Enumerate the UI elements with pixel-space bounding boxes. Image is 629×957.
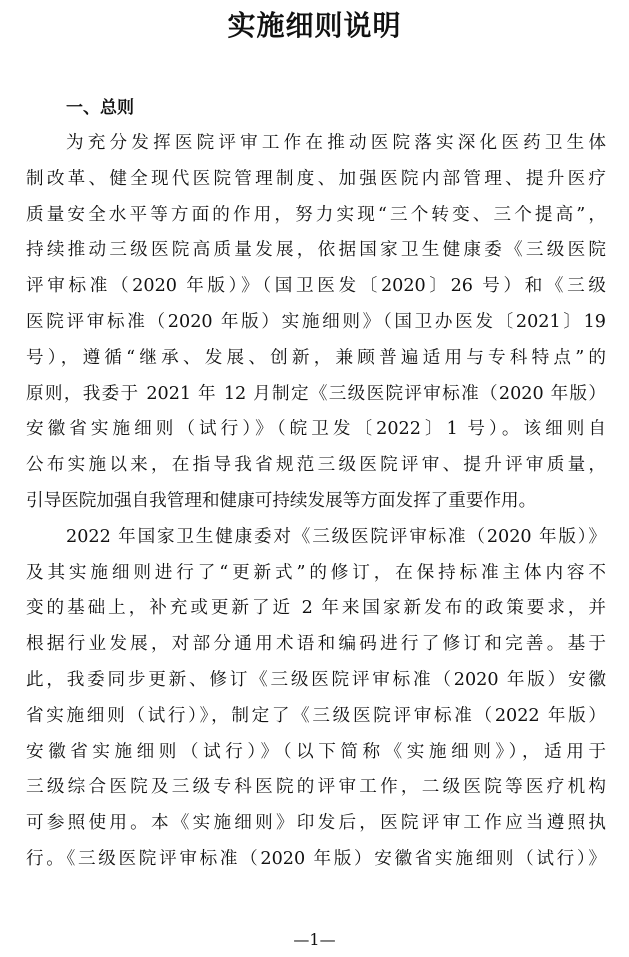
- paragraph-line: 持续推动三级医院高质量发展，依据国家卫生健康委《三级医院: [26, 240, 606, 261]
- page-number: —1—: [293, 930, 336, 949]
- paragraph-line: 省实施细则（试行）》，制定了《三级医院评审标准（2022 年版）: [26, 705, 606, 726]
- paragraph-line: 安徽省实施细则（试行）》（皖卫发〔2022〕1 号）。该细则自: [26, 419, 606, 440]
- paragraph-line: 评审标准（2020 年版）》（国卫医发〔2020〕26 号）和《三级: [26, 276, 606, 297]
- section-heading: 一、总则: [66, 98, 134, 118]
- paragraph-line: 公布实施以来，在指导我省规范三级医院评审、提升评审质量，: [26, 455, 606, 476]
- paragraph-line: 行。《三级医院评审标准（2020 年版）安徽省实施细则（试行）》: [26, 848, 606, 869]
- paragraph-2: [26, 520, 606, 878]
- paragraph-line: 引导医院加强自我管理和健康可持续发展等方面发挥了重要作用。: [26, 490, 537, 511]
- paragraph-line: 可参照使用。本《实施细则》印发后，医院评审工作应当遵照执: [26, 813, 606, 834]
- paragraph-line: 原则，我委于 2021 年 12 月制定《三级医院评审标准（2020 年版）: [26, 383, 606, 404]
- paragraph-line: 医院评审标准（2020 年版）实施细则》（国卫办医发〔2021〕19: [26, 311, 606, 332]
- paragraph-1: [26, 126, 606, 520]
- paragraph-line: 及其实施细则进行了“更新式”的修订，在保持标准主体内容不: [26, 562, 606, 583]
- paragraph-line: 制改革、健全现代医院管理制度、加强医院内部管理、提升医疗: [26, 168, 606, 189]
- paragraph-line: 号），遵循“继承、发展、创新，兼顾普遍适用与专科特点”的: [26, 347, 606, 368]
- page-title: 实施细则说明: [227, 9, 402, 42]
- paragraph-line: 根据行业发展，对部分通用术语和编码进行了修订和完善。基于: [26, 634, 606, 655]
- paragraph-line: 为充分发挥医院评审工作在推动医院落实深化医药卫生体: [66, 133, 606, 153]
- document-body: [26, 126, 606, 878]
- paragraph-line: 变的基础上，补充或更新了近 2 年来国家新发布的政策要求，并: [26, 598, 606, 619]
- paragraph-line: 此，我委同步更新、修订《三级医院评审标准（2020 年版）安徽: [26, 669, 606, 690]
- paragraph-line: 2022 年国家卫生健康委对《三级医院评审标准（2020 年版）》: [66, 526, 606, 547]
- paragraph-line: 质量安全水平等方面的作用，努力实现“三个转变、三个提高”，: [26, 204, 606, 225]
- paragraph-line: 安徽省实施细则（试行）》（以下简称《实施细则》），适用于: [26, 741, 606, 762]
- paragraph-line: 三级综合医院及三级专科医院的评审工作，二级医院等医疗机构: [26, 777, 606, 798]
